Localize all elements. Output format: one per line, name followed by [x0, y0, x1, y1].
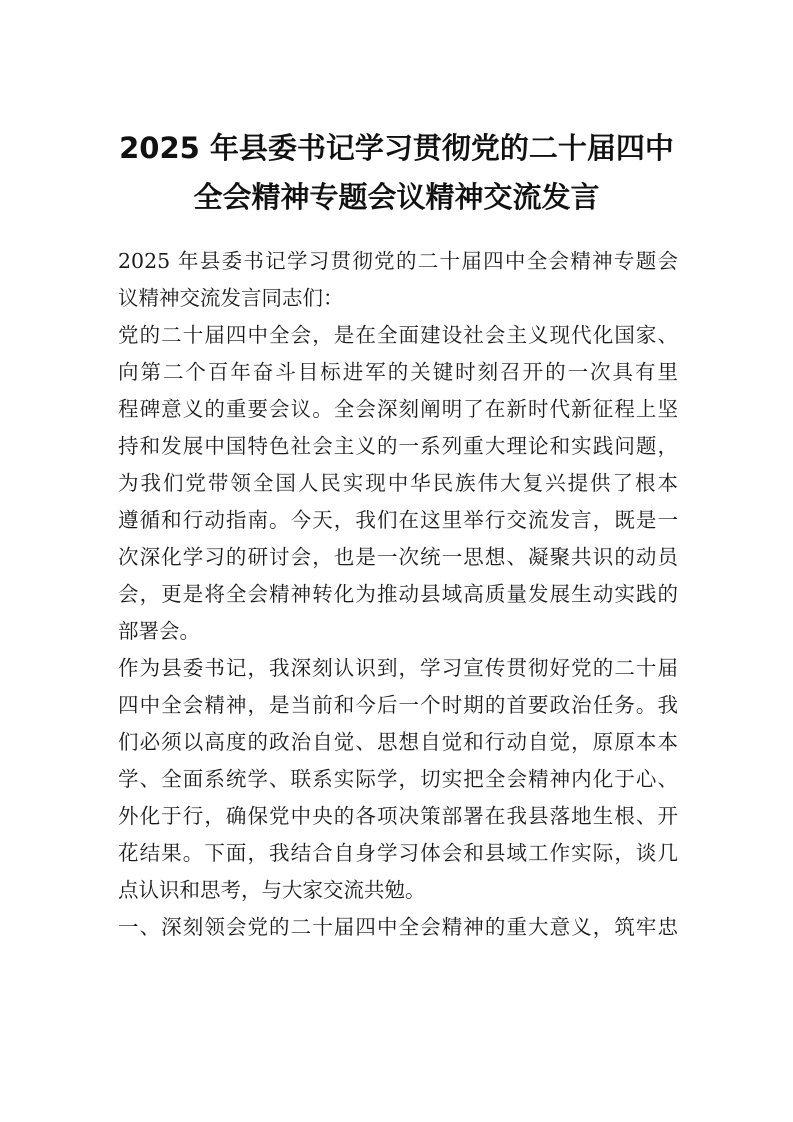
- body-line: 学、全面系统学、联系实际学，切实把全会精神内化于心、: [118, 767, 678, 791]
- body-line: 一、深刻领会党的二十届四中全会精神的重大意义，筑牢忠: [118, 915, 678, 939]
- body-line: 次深化学习的研讨会，也是一次统一思想、凝聚共识的动员: [118, 545, 678, 569]
- body-line: 程碑意义的重要会议。全会深刻阐明了在新时代新征程上坚: [118, 397, 678, 421]
- document-title: [110, 124, 683, 222]
- body-line: 部署会。: [118, 619, 200, 643]
- body-line: 外化于行，确保党中央的各项决策部署在我县落地生根、开: [118, 804, 678, 828]
- title-line: 全会精神专题会议精神交流发言: [193, 180, 600, 214]
- body-line: 点认识和思考，与大家交流共勉。: [118, 878, 426, 902]
- body-line: 会，更是将全会精神转化为推动县域高质量发展生动实践的: [118, 582, 678, 606]
- body-line: 四中全会精神，是当前和今后一个时期的首要政治任务。我: [118, 693, 678, 717]
- body-line: 向第二个百年奋斗目标进军的关键时刻召开的一次具有里: [118, 360, 678, 384]
- body-line: 作为县委书记，我深刻认识到，学习宣传贯彻好党的二十届: [118, 656, 678, 680]
- body-line: 们必须以高度的政治自觉、思想自觉和行动自觉，原原本本: [118, 730, 678, 754]
- body-line: 2025 年县委书记学习贯彻党的二十届四中全会精神专题会: [118, 249, 678, 273]
- document-body: [118, 243, 678, 946]
- body-line: 为我们党带领全国人民实现中华民族伟大复兴提供了根本: [118, 471, 678, 495]
- title-line: 2025 年县委书记学习贯彻党的二十届四中: [119, 131, 674, 165]
- body-line: 花结果。下面，我结合自身学习体会和县域工作实际，谈几: [118, 841, 678, 865]
- body-line: 遵循和行动指南。今天，我们在这里举行交流发言，既是一: [118, 508, 678, 532]
- body-line: 持和发展中国特色社会主义的一系列重大理论和实践问题，: [118, 434, 678, 458]
- body-line: 议精神交流发言同志们：: [118, 286, 344, 310]
- body-line: 党的二十届四中全会，是在全面建设社会主义现代化国家、: [118, 323, 678, 347]
